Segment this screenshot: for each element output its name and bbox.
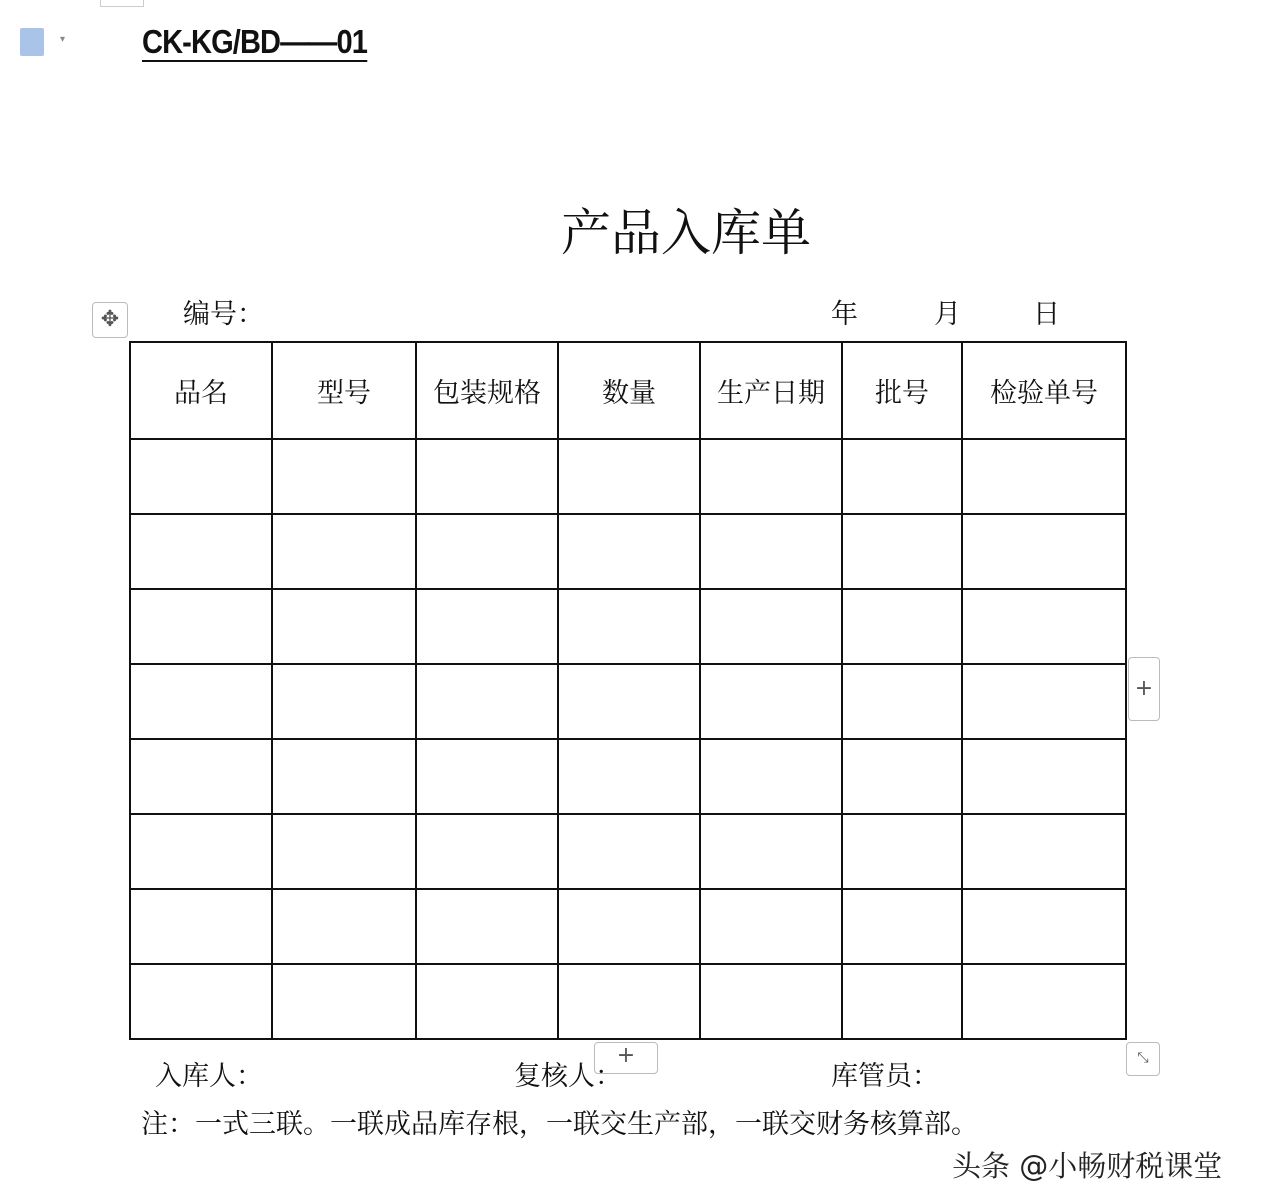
table-cell[interactable]: [272, 964, 416, 1039]
table-cell[interactable]: [842, 514, 962, 589]
table-cell[interactable]: [272, 439, 416, 514]
table-cell[interactable]: [272, 514, 416, 589]
table-cell[interactable]: [962, 439, 1126, 514]
table-cell[interactable]: [842, 814, 962, 889]
table-cell[interactable]: [416, 739, 558, 814]
column-header: 品名: [130, 342, 272, 439]
table-cell[interactable]: [700, 814, 842, 889]
column-header: 生产日期: [700, 342, 842, 439]
reviewer-label: 复核人：: [514, 1061, 622, 1092]
day-label: 日: [1033, 299, 1060, 330]
table-row: [130, 439, 1126, 514]
add-row-icon[interactable]: +: [594, 1042, 658, 1074]
add-column-icon[interactable]: +: [1128, 657, 1160, 721]
table-row: [130, 589, 1126, 664]
table-cell[interactable]: [558, 889, 700, 964]
page-title: 产品入库单: [561, 204, 811, 262]
month-label: 月: [934, 299, 961, 330]
table-row: [130, 814, 1126, 889]
table-cell[interactable]: [962, 589, 1126, 664]
table-cell[interactable]: [962, 889, 1126, 964]
table-cell[interactable]: [962, 664, 1126, 739]
table-cell[interactable]: [700, 439, 842, 514]
table-cell[interactable]: [416, 964, 558, 1039]
year-label: 年: [831, 299, 858, 330]
table-cell[interactable]: [130, 589, 272, 664]
table-cell[interactable]: [130, 664, 272, 739]
table-row: [130, 514, 1126, 589]
column-header: 检验单号: [962, 342, 1126, 439]
table-cell[interactable]: [558, 439, 700, 514]
table-cell[interactable]: [842, 964, 962, 1039]
table-cell[interactable]: [272, 664, 416, 739]
inventory-table: [129, 341, 1127, 1040]
table-cell[interactable]: [558, 814, 700, 889]
table-cell[interactable]: [700, 889, 842, 964]
table-cell[interactable]: [842, 439, 962, 514]
table-cell[interactable]: [700, 589, 842, 664]
table-row: [130, 964, 1126, 1039]
note-text: 注：一式三联。一联成品库存根，一联交生产部，一联交财务核算部。: [141, 1109, 978, 1140]
table-cell[interactable]: [130, 964, 272, 1039]
table-cell[interactable]: [700, 964, 842, 1039]
watermark: 头条 @小畅财税课堂: [952, 1149, 1223, 1183]
table-cell[interactable]: [558, 964, 700, 1039]
table-cell[interactable]: [130, 739, 272, 814]
table-cell[interactable]: [416, 664, 558, 739]
table-cell[interactable]: [130, 514, 272, 589]
column-header: 批号: [842, 342, 962, 439]
table-cell[interactable]: [416, 814, 558, 889]
receiver-label: 入库人：: [155, 1061, 263, 1092]
table-cell[interactable]: [272, 889, 416, 964]
table-cell[interactable]: [416, 889, 558, 964]
table-cell[interactable]: [842, 589, 962, 664]
table-cell[interactable]: [272, 739, 416, 814]
table-cell[interactable]: [272, 589, 416, 664]
table-cell[interactable]: [130, 814, 272, 889]
table-cell[interactable]: [416, 589, 558, 664]
number-label: 编号：: [183, 299, 264, 330]
table-cell[interactable]: [558, 739, 700, 814]
table-cell[interactable]: [962, 514, 1126, 589]
table-cell[interactable]: [842, 664, 962, 739]
table-cell[interactable]: [558, 589, 700, 664]
column-header: 型号: [272, 342, 416, 439]
column-header: 数量: [558, 342, 700, 439]
document-code: CK-KG/BD——01: [142, 23, 368, 60]
table-cell[interactable]: [962, 814, 1126, 889]
table-cell[interactable]: [558, 514, 700, 589]
table-row: [130, 889, 1126, 964]
table-row: [130, 739, 1126, 814]
header-row: [130, 342, 1126, 439]
table-cell[interactable]: [130, 439, 272, 514]
table-row: [130, 664, 1126, 739]
table-cell[interactable]: [416, 439, 558, 514]
column-header: 包装规格: [416, 342, 558, 439]
margin-marker: [100, 0, 144, 7]
resize-table-icon[interactable]: ⤡: [1126, 1042, 1160, 1076]
table-cell[interactable]: [962, 964, 1126, 1039]
table-cell[interactable]: [842, 739, 962, 814]
table-cell[interactable]: [416, 514, 558, 589]
table-cell[interactable]: [700, 514, 842, 589]
table-cell[interactable]: [700, 664, 842, 739]
keeper-label: 库管员：: [831, 1061, 939, 1092]
table-cell[interactable]: [700, 739, 842, 814]
document-icon[interactable]: [20, 28, 44, 56]
table-cell[interactable]: [842, 889, 962, 964]
table-cell[interactable]: [272, 814, 416, 889]
chevron-down-icon[interactable]: ▾: [60, 34, 66, 45]
table-cell[interactable]: [962, 739, 1126, 814]
table-move-icon[interactable]: ✥: [92, 302, 128, 338]
table-cell[interactable]: [558, 664, 700, 739]
table-cell[interactable]: [130, 889, 272, 964]
